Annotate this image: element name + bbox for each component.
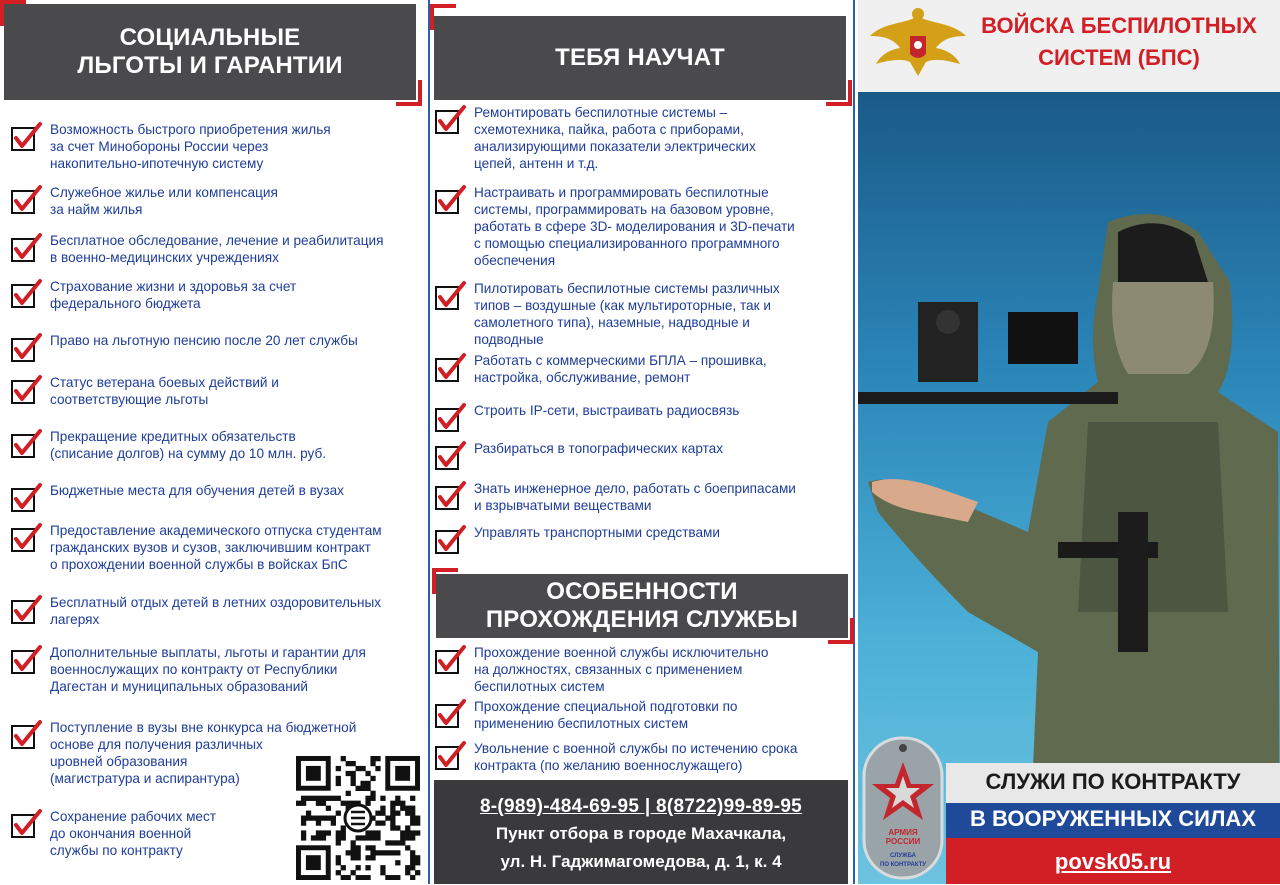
- slogan-line2: В ВООРУЖЕННЫХ СИЛАХ: [970, 806, 1256, 831]
- checkmark-icon: [434, 352, 462, 380]
- checkmark-icon: [434, 644, 462, 672]
- eagle-emblem-icon: [866, 6, 970, 84]
- checkmark-icon: [10, 428, 38, 456]
- benefit-item-text: Предоставление академического отпуска студентам гражданских вузов и сузов, заключившим контракт о прохождении военной службы в войсках БпС: [50, 523, 382, 572]
- badge-text-line4: ПО КОНТРАКТУ: [880, 862, 926, 868]
- benefit-item-text: Прекращение кредитных обязательств (списание долгов) на сумму до 10 млн. руб.: [50, 429, 327, 461]
- benefit-item: [10, 644, 366, 695]
- skill-item-text: Строить IP-сети, выстраивать радиосвязь: [474, 403, 740, 418]
- skill-item-text: Работать с коммерческими БПЛА – прошивка, настройка, обслуживание, ремонт: [474, 353, 767, 385]
- skill-item-text: Ремонтировать беспилотные системы – схемотехника, пайка, работа с приборами, анализирующими показатели электрических цепей, антенн и т.д.: [474, 105, 756, 171]
- heading-corner-accent: [396, 80, 422, 106]
- benefit-item: [10, 594, 381, 628]
- benefit-item-text: Поступление в вузы вне конкурса на бюджетной основе для получения различных uровней образования (магистратура и аспирантура): [50, 720, 357, 786]
- benefit-item: [10, 278, 296, 312]
- heading-corner-accent: [430, 4, 456, 30]
- checkmark-icon: [434, 184, 462, 212]
- page-title: [960, 10, 1278, 74]
- checkmark-icon: [434, 524, 462, 552]
- heading-corner-accent: [826, 80, 852, 106]
- badge-text: [862, 828, 944, 870]
- benefit-item: [10, 374, 279, 408]
- page-title-line2: СИСТЕМ (БПС): [1038, 45, 1200, 70]
- column-divider-right: [853, 0, 855, 884]
- service-feature-item: [434, 644, 768, 695]
- badge-text-line3: СЛУЖБА: [890, 853, 916, 859]
- checkmark-icon: [434, 698, 462, 726]
- benefit-item-text: Сохранение рабочих мест до окончания военной службы по контракту: [50, 809, 216, 858]
- benefit-item: [10, 121, 331, 172]
- skill-item: [434, 524, 720, 552]
- checkmark-icon: [10, 522, 38, 550]
- slogan-line1: СЛУЖИ ПО КОНТРАКТУ: [985, 769, 1241, 794]
- skill-item-text: Пилотировать беспилотные системы различных типов – воздушные (как мультироторные, так и самолетного типа), наземные, надводные и подводные: [474, 281, 780, 347]
- benefit-item-text: Страхование жизни и здоровья за счет федерального бюджета: [50, 279, 297, 311]
- checkmark-icon: [10, 808, 38, 836]
- benefit-item-text: Служебное жилье или компенсация за найм жилья: [50, 185, 278, 217]
- service-feature-item-text: Прохождение военной службы исключительно на должностях, связанных с применением беспилотных систем: [474, 645, 769, 694]
- checkmark-icon: [10, 232, 38, 260]
- checkmark-icon: [10, 374, 38, 402]
- qr-code: [296, 756, 422, 880]
- contact-block: [434, 780, 848, 884]
- qr-code-graphic: [296, 756, 422, 880]
- phone-numbers[interactable]: 8-(989)-484-69-95 | 8(8722)99-89-95: [479, 796, 803, 817]
- badge-text-line2: РОССИИ: [885, 837, 921, 846]
- checkmark-icon: [434, 402, 462, 430]
- benefit-item-text: Бесплатное обследование, лечение и реабилитация в военно-медицинских учреждениях: [50, 233, 384, 265]
- service-features-heading: [436, 574, 848, 638]
- address-line2: ул. Н. Гаджимагомедова, д. 1, к. 4: [500, 852, 782, 871]
- skill-item: [434, 104, 756, 172]
- checkmark-icon: [434, 280, 462, 308]
- heading-corner-accent: [828, 618, 854, 644]
- service-features-heading-line2: ПРОХОЖДЕНИЯ СЛУЖБЫ: [485, 606, 799, 633]
- benefit-item: [10, 232, 383, 266]
- heading-corner-accent: [432, 568, 458, 594]
- benefits-heading: [4, 4, 416, 100]
- benefit-item: [10, 482, 344, 510]
- skill-item: [434, 184, 795, 269]
- benefit-item-text: Бесплатный отдых детей в летних оздоровительных лагерях: [50, 595, 382, 627]
- checkmark-icon: [434, 440, 462, 468]
- service-feature-item: [434, 698, 738, 732]
- checkmark-icon: [10, 332, 38, 360]
- badge-text-line1: АРМИЯ: [888, 828, 918, 837]
- page-title-line1: ВОЙСКА БЕСПИЛОТНЫХ: [981, 13, 1257, 38]
- skill-item: [434, 402, 739, 430]
- checkmark-icon: [10, 121, 38, 149]
- learn-heading-text: ТЕБЯ НАУЧАТ: [555, 43, 725, 71]
- checkmark-icon: [10, 278, 38, 306]
- benefit-item: [10, 332, 358, 360]
- checkmark-icon: [434, 480, 462, 508]
- learn-heading: [434, 16, 846, 100]
- benefit-item: [10, 522, 382, 573]
- benefits-heading-line1: СОЦИАЛЬНЫЕ: [119, 23, 301, 51]
- skill-item-text: Знать инженерное дело, работать с боеприпасами и взрывчатыми веществами: [474, 481, 796, 513]
- benefit-item: [10, 428, 326, 462]
- benefit-item-text: Возможность быстрого приобретения жилья за счет Минобороны России через накопительно-ипотечную систему: [50, 122, 331, 171]
- skill-item-text: Настраивать и программировать беспилотные системы, программировать на базовом уровне, работать в сфере 3D- моделирования и 3D-печати с помощью специализированного программного обеспечения: [474, 185, 795, 268]
- skill-item-text: Разбираться в топографических картах: [474, 441, 724, 456]
- skill-item: [434, 440, 723, 468]
- skill-item-text: Управлять транспортными средствами: [474, 525, 720, 540]
- skill-item: [434, 480, 796, 514]
- benefit-item-text: Право на льготную пенсию после 20 лет службы: [50, 333, 358, 348]
- checkmark-icon: [10, 719, 38, 747]
- checkmark-icon: [434, 740, 462, 768]
- heading-corner-accent: [0, 0, 26, 26]
- army-russia-badge: [862, 736, 944, 880]
- checkmark-icon: [10, 644, 38, 672]
- checkmark-icon: [434, 104, 462, 132]
- benefit-item-text: Бюджетные места для обучения детей в вузах: [50, 483, 344, 498]
- benefits-heading-line2: ЛЬГОТЫ И ГАРАНТИИ: [77, 52, 343, 79]
- service-features-heading-line1: ОСОБЕННОСТИ: [546, 577, 738, 605]
- checkmark-icon: [10, 594, 38, 622]
- checkmark-icon: [10, 482, 38, 510]
- service-feature-item-text: Увольнение с военной службы по истечению срока контракта (по желанию военнослужащего): [474, 741, 798, 773]
- service-feature-item-text: Прохождение специальной подготовки по применению беспилотных систем: [474, 699, 738, 731]
- benefit-item: [10, 184, 278, 218]
- website-link[interactable]: povsk05.ru: [1054, 849, 1172, 874]
- benefit-item: [10, 808, 216, 859]
- skill-item: [434, 280, 780, 348]
- benefit-item-text: Дополнительные выплаты, льготы и гарантии для военнослужащих по контракту от Республики Дагестан и муниципальных образований: [50, 645, 366, 694]
- column-divider-left: [428, 0, 430, 884]
- address-line1: Пункт отбора в городе Махачкала,: [495, 824, 787, 843]
- benefit-item-text: Статус ветерана боевых действий и соответствующие льготы: [50, 375, 279, 407]
- service-feature-item: [434, 740, 797, 774]
- skill-item: [434, 352, 767, 386]
- checkmark-icon: [10, 184, 38, 212]
